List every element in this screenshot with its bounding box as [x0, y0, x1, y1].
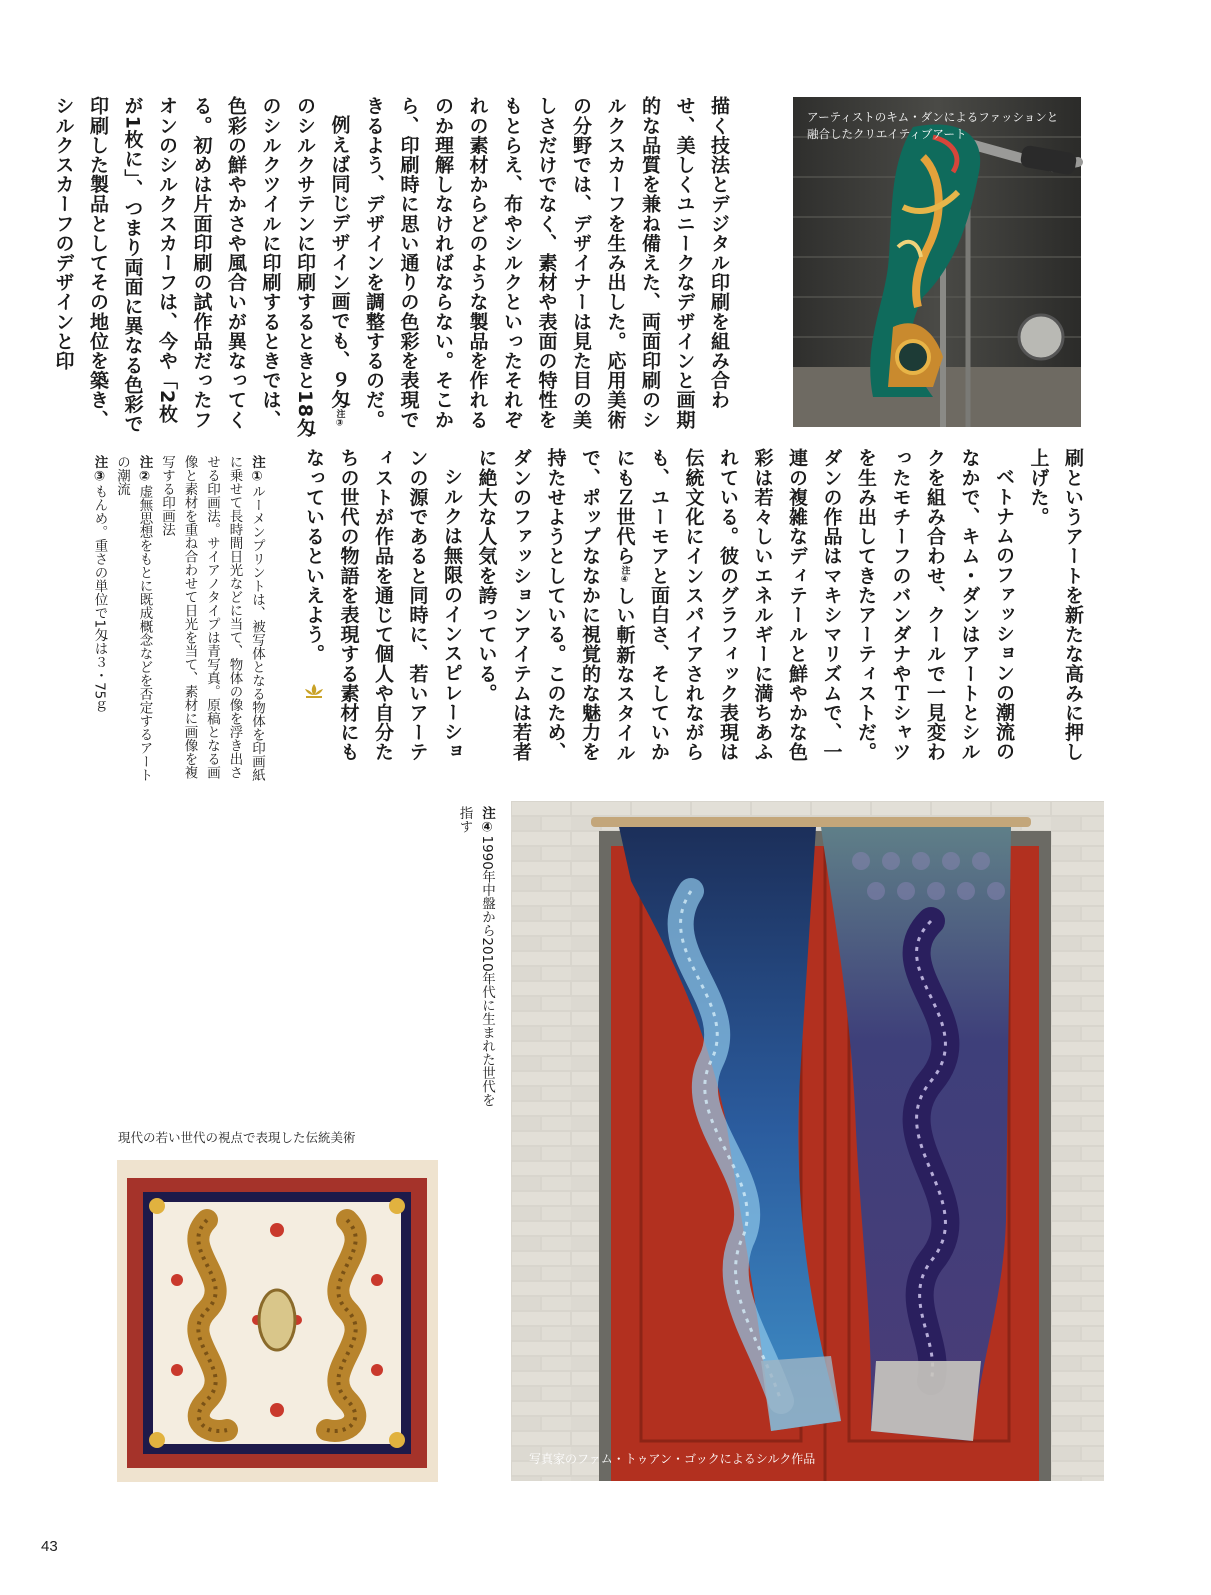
dragon-scarf-illustration — [117, 1160, 438, 1482]
lotus-end-mark-icon — [309, 664, 331, 680]
bike-scarf-illustration — [793, 97, 1081, 427]
article-column-2 — [303, 448, 1090, 773]
note-3-marker: 注③ — [334, 409, 345, 430]
footnotes — [88, 455, 268, 785]
bike-scarf-photo — [793, 97, 1081, 427]
note-4-marker: 注④ — [619, 565, 630, 586]
col2-paragraph-1: 刷というアートを新たな高みに押し上げた。 — [1027, 448, 1084, 762]
bike-photo-caption: アーティストのキム・ダンによるファッションと融合したクリエイティブアート — [807, 110, 1059, 141]
col1-paragraph-1: 描く技法とデジタル印刷を組み合わせ、美しくユニークなデザインと画期的な品質を兼ね備えた、両面印刷のシルクスカーフを生み出した。応用美術の分野では、デザイナーは見た目の美しさだけでなく、素材や表面の特性をもとらえ、布やシルクといったそれぞれの素材からどのような製品を作れるのか理解しなければならない。そこから、印刷時に思い通りの色彩を表現できるよう、デザインを調整するのだ。 — [363, 96, 730, 430]
footnote-1: 注①ルーメンプリントは、被写体となる物体を印画紙に乗せて長時間日光などに当て、物体の像を浮き出させる印画法。サイアノタイプは青写真。原稿となる画像と素材を重ね合わせて日光を当て、素材に画像を複写する印画法 — [159, 455, 265, 782]
page-number: 43 — [41, 1538, 58, 1555]
door-photo-caption: 写真家のファム・トゥアン・ゴックによるシルク作品 — [529, 1452, 816, 1466]
scarf-photo-caption: 現代の若い世代の視点で表現した伝統美術 — [118, 1130, 356, 1145]
silk-curtain-photo — [511, 801, 1104, 1481]
footnote-4: 注④1990年中盤から2010年代に生まれた世代を指す — [456, 806, 495, 1107]
footnote-3: 注③もんめ。重さの単位で1匁は３・75ｇ — [91, 455, 108, 713]
silk-curtain-illustration — [511, 801, 1104, 1481]
footnote-2: 注②虚無思想をもとに既成概念などを否定するアートの潮流 — [114, 455, 153, 782]
col2-paragraph-3: シルクは無限のインスピレーションの源であると同時に、若いアーティストが作品を通じて個人や自分たちの世代の物語を表現する素材にもなっているといえよう。 — [303, 448, 463, 762]
article-column-1 — [52, 96, 736, 441]
col2-paragraph-2: ベトナムのファッションの潮流のなかで、キム・ダンはアートとシルクを組み合わせ、クールで一見変わったモチーフのバンダナやＴシャツを生み出してきたアーティストだ。ダンの作品はマキシマリズムで、一連の複雑なディテールと鮮やかな色彩は若々しいエネルギーに満ちあふれている。彼のグラフィック表現は伝統文化にインスパイアされながらも、ユーモアと面白さ、そしていかにもＺ世代ら注④しい斬新なスタイルで、ポップななかに視覚的な魅力を持たせようとしている。このため、ダンのファッションアイテムは若者に絶大な人気を誇っている。 — [475, 448, 1015, 763]
col1-paragraph-2: 例えば同じデザイン画でも、９匁注③のシルクサテンに印刷するときと18匁のシルクツイルに印刷するときでは、色彩の鮮やかさや風合いが異なってくる。初めは片面印刷の試作品だったフオンのシルクスカーフは、今や「2枚が1枚に」、つまり両面に異なる色彩で印刷した製品としてその地位を築き、シルクスカーフのデザインと印 — [52, 96, 351, 438]
dragon-scarf-photo — [117, 1160, 438, 1482]
